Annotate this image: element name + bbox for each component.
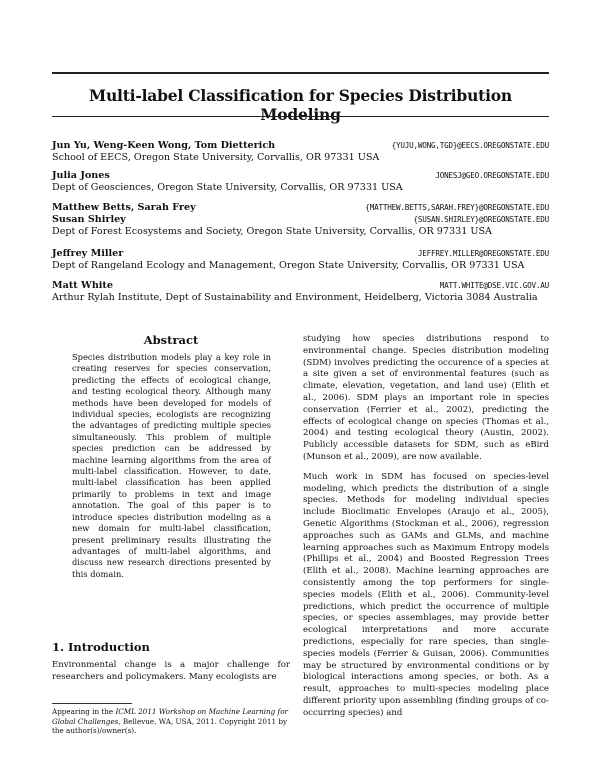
author-email: {YUJU,WONG,TGD}@EECS.OREGONSTATE.EDU bbox=[391, 141, 549, 150]
footnote bbox=[52, 707, 290, 736]
author-block-4 bbox=[52, 248, 549, 272]
right-column bbox=[303, 334, 549, 728]
introduction-text: Environmental change is a major challenge for researchers and policymakers. Many ecologists are bbox=[52, 660, 290, 682]
author-email: MATT.WHITE@DSE.VIC.GOV.AU bbox=[439, 281, 549, 290]
author-block-2 bbox=[52, 170, 549, 194]
affiliation: Dept of Geosciences, Oregon State University, Corvallis, OR 97331 USA bbox=[52, 182, 403, 193]
author-names: Jun Yu, Weng-Keen Wong, Tom Dietterich bbox=[52, 140, 276, 151]
abstract-heading: Abstract bbox=[143, 333, 199, 347]
footnote-suffix: , Bellevue, WA, USA, 2011. Copyright 2011 by the author(s)/owner(s). bbox=[52, 716, 288, 736]
paragraph: studying how species distributions respond to environmental change. Species distribution modeling (SDM) involves predicting the occurence of a species at a site given a set of environmental features (such as climate, elevation, vegetation, and land use) (Elith et al., 2006). SDM plays an important role in species conservation (Ferrier et al., 2002), predicting the effects of ecological change on species (Thomas et al., 2004) and testing ecological theory (Austin, 2002). Publicly accessible datasets for SDM, such as eBird (Munson et al., 2009), are now available. bbox=[303, 334, 549, 462]
footnote-rule bbox=[52, 703, 132, 704]
author-email: {SUSAN.SHIRLEY}@OREGONSTATE.EDU bbox=[413, 215, 549, 224]
section-heading-introduction: 1. Introduction bbox=[52, 640, 150, 654]
affiliation: Dept of Rangeland Ecology and Management, Oregon State University, Corvallis, OR 97331 USA bbox=[52, 260, 525, 271]
affiliation: Dept of Forest Ecosystems and Society, Oregon State University, Corvallis, OR 97331 USA bbox=[52, 226, 492, 237]
author-block-1 bbox=[52, 140, 549, 164]
title-top-rule bbox=[52, 72, 549, 74]
affiliation: Arthur Rylah Institute, Dept of Sustainability and Environment, Heidelberg, Victoria 3084 Australia bbox=[52, 292, 538, 303]
author-email: JEFFREY.MILLER@OREGONSTATE.EDU bbox=[417, 249, 549, 258]
author-names: Susan Shirley bbox=[52, 214, 126, 225]
footnote-venue: ICML 2011 Workshop on Machine Learning for Global Challenges bbox=[52, 707, 288, 726]
paragraph: Much work in SDM has focused on species-level modeling, which predicts the distribution of a single species. Methods for modeling individual species include Bioclimatic Envelopes (Araujo et al., 2005), Genetic Algorithms (Stockman et al., 2006), regression approaches such as GAMs and GLMs, and machine learning approaches such as Maximum Entropy models (Phillips et al., 2004) and Boosted Regression Trees (Elith et al., 2008). Machine learning approaches are consistently among the top performers for single-species models (Elith et al., 2006). Community-level predictions, which predict the occurrence of multiple species, or species assemblages, may provide better ecological interpretations and more accurate predictions, especially for rare species, than single-species models (Ferrier & Guisan, 2006). Communities may be structured by environmental conditions or by biological interactions among species, or both. As a result, approaches to multi-species modeling place different priority upon assembling (finding groups of co-occurring species) and bbox=[303, 471, 549, 718]
author-email: {MATTHEW.BETTS,SARAH.FREY}@OREGONSTATE.EDU bbox=[365, 203, 549, 212]
author-names: Matt White bbox=[52, 280, 113, 291]
paper-title: Multi-label Classification for Species Distribution Modeling bbox=[88, 86, 512, 124]
author-email: JONESJ@GEO.OREGONSTATE.EDU bbox=[435, 171, 549, 180]
author-block-5 bbox=[52, 280, 549, 304]
author-block-3 bbox=[52, 202, 549, 238]
title-bottom-rule bbox=[52, 116, 549, 117]
author-names: Jeffrey Miller bbox=[52, 248, 124, 259]
author-names: Matthew Betts, Sarah Frey bbox=[52, 202, 196, 213]
affiliation: School of EECS, Oregon State University, Corvallis, OR 97331 USA bbox=[52, 152, 380, 163]
footnote-prefix: Appearing in the bbox=[52, 707, 116, 716]
abstract-text: Species distribution models play a key role in creating reserves for species conservation, predicting the effects of ecological change, and testing ecological theory. Although many methods have been developed for models of individual species, ecologists are recognizing the advantages of predicting multiple species simultaneously. This problem of multiple species prediction can be addressed by machine learning algorithms from the area of multi-label classification. However, to date, multi-label classification has been applied primarily to problems in text and image annotation. The goal of this paper is to introduce species distribution modeling as a new domain for multi-label classification, present preliminary results illustrating the advantages of multi-label algorithms, and discuss new research directions presented by this domain. bbox=[72, 352, 271, 579]
author-names: Julia Jones bbox=[52, 170, 110, 181]
